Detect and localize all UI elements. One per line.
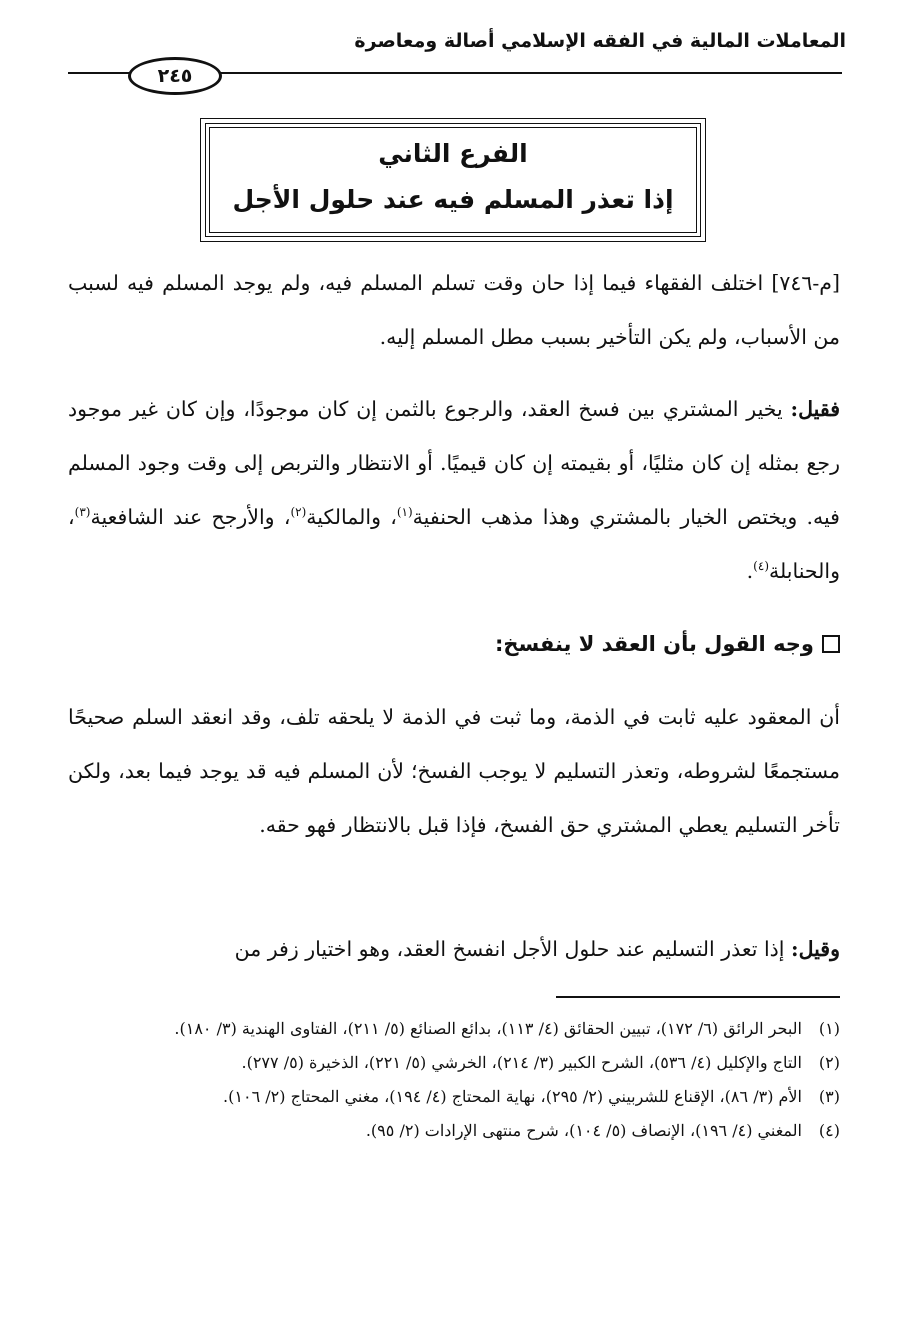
footnote-ref-1: (١)	[396, 505, 413, 520]
footnote-text: الأم (٣/ ٨٦)، الإقناع للشربيني (٢/ ٢٩٥)، نهاية المحتاج (٤/ ١٩٤)، مغني المحتاج (٢/ ١٠٦).	[223, 1087, 802, 1106]
footnote	[68, 1046, 840, 1080]
opinion-lead: فقيل:	[790, 397, 840, 421]
footnote-text: التاج والإكليل (٤/ ٥٣٦)، الشرح الكبير (٣/ ٢١٤)، الخرشي (٥/ ٢٢١)، الذخيرة (٥/ ٢٧٧).	[241, 1053, 802, 1072]
square-bullet-icon	[822, 635, 840, 653]
footnote-number: (٤)	[818, 1121, 840, 1140]
footnote	[68, 1114, 840, 1148]
page-number: ٢٤٥	[128, 57, 222, 95]
footnote-ref-2: (٢)	[290, 505, 307, 520]
footnote-number: (٣)	[818, 1087, 840, 1106]
paragraph-text: ، والأرجح عند الشافعية	[90, 505, 291, 529]
paragraph-reasoning: أن المعقود عليه ثابت في الذمة، وما ثبت في الذمة لا يلحقه تلف، وقد انعقد السلم صحيحًا مستجمعًا لشروطه، وتعذر التسليم لا يوجب الفسخ؛ لأن المسلم فيه قد يوجد فيما بعد، ولكن تأخر التسليم يعطي المشتري حق الفسخ، فإذا قبل بالانتظار فهو حقه.	[68, 705, 840, 837]
footnote-ref-4: (٤)	[753, 559, 769, 574]
paragraph-text: إذا تعذر التسليم عند حلول الأجل انفسخ العقد، وهو اختيار زفر من	[234, 937, 792, 961]
opinion-lead: وقيل:	[791, 937, 840, 961]
paragraph-intro: [م-٧٤٦] اختلف الفقهاء فيما إذا حان وقت تسلم المسلم فيه، ولم يوجد المسلم فيه لسبب من الأسباب، ولم يكن التأخير بسبب مطل المسلم إليه.	[68, 271, 840, 349]
section-title-box	[200, 118, 706, 242]
running-header-title: المعاملات المالية في الفقه الإسلامي أصالة ومعاصرة	[354, 30, 846, 52]
section-title-line-1: الفرع الثاني	[378, 139, 528, 168]
footnote-text: البحر الرائق (٦/ ١٧٢)، تبيين الحقائق (٤/ ١١٣)، بدائع الصنائع (٥/ ٢١١)، الفتاوى الهندية (٣/ ١٨٠).	[174, 1019, 802, 1038]
paragraph-first-opinion	[68, 382, 840, 598]
footnote-separator	[556, 996, 840, 998]
footnotes	[68, 1012, 840, 1148]
footnote-number: (٢)	[818, 1053, 840, 1072]
footnote	[68, 1080, 840, 1114]
footnote-ref-3: (٣)	[74, 505, 91, 520]
paragraph-text: ، والحنابلة	[68, 505, 840, 583]
paragraph-second-opinion	[68, 922, 840, 976]
paragraph-text: ، والمالكية	[306, 505, 397, 529]
subheading	[68, 632, 840, 656]
subheading-text: وجه القول بأن العقد لا ينفسخ:	[494, 632, 814, 656]
paragraph-text: يخير المشتري بين فسخ العقد، والرجوع بالثمن إن كان موجودًا، وإن كان غير موجود رجع بمثله إن كان مثليًا، أو بقيمته إن كان قيميًا. أو الانتظار والتربص إلى وقت وجود المسلم فيه. ويختص الخيار بالمشتري وهذا مذهب الحنفية	[68, 397, 840, 529]
paragraph-text: .	[746, 559, 754, 583]
footnote-text: المغني (٤/ ١٩٦)، الإنصاف (٥/ ١٠٤)، شرح منتهى الإرادات (٢/ ٩٥).	[365, 1121, 802, 1140]
footnote	[68, 1012, 840, 1046]
footnote-number: (١)	[818, 1019, 840, 1038]
section-title-line-2: إذا تعذر المسلم فيه عند حلول الأجل	[232, 185, 674, 214]
